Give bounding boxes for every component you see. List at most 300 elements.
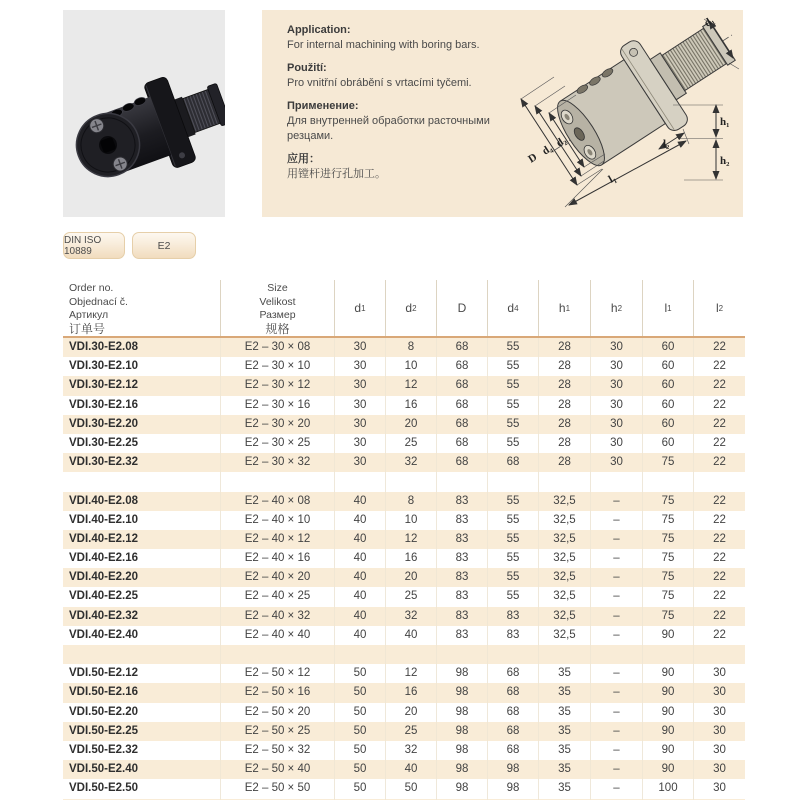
size-cell: E2 – 50 × 25 <box>220 722 334 741</box>
value-cell: 22 <box>693 607 745 626</box>
spacer-cell <box>590 645 642 664</box>
application-section-en <box>287 23 537 53</box>
order-no-cell: VDI.30-E2.25 <box>69 436 139 449</box>
value-cell: 60 <box>642 415 693 434</box>
size-cell: E2 – 40 × 08 <box>220 492 334 511</box>
spacer-cell <box>642 472 693 491</box>
value-cell: 68 <box>487 453 538 472</box>
value-cell: 40 <box>334 626 385 645</box>
value-cell: 22 <box>693 492 745 511</box>
order-no-cell: VDI.30-E2.12 <box>69 379 139 392</box>
value-cell: 22 <box>693 357 745 376</box>
value-cell: 90 <box>642 741 693 760</box>
size-cell: E2 – 40 × 32 <box>220 607 334 626</box>
value-cell: 30 <box>693 760 745 779</box>
value-cell: 25 <box>385 587 436 606</box>
value-cell: 10 <box>385 357 436 376</box>
value-cell: 50 <box>385 779 436 798</box>
value-cell: 40 <box>334 511 385 530</box>
application-text <box>287 23 540 190</box>
value-cell: 35 <box>538 722 590 741</box>
value-cell: 22 <box>693 338 745 357</box>
order-no-cell: VDI.40-E2.12 <box>69 532 139 545</box>
value-cell: 32,5 <box>538 626 590 645</box>
table-row <box>63 357 745 376</box>
value-cell: 22 <box>693 530 745 549</box>
table-row <box>63 607 745 626</box>
value-cell: 83 <box>487 607 538 626</box>
value-cell: 68 <box>487 683 538 702</box>
value-cell: 12 <box>385 664 436 683</box>
value-cell: 32,5 <box>538 607 590 626</box>
size-cell: E2 – 40 × 10 <box>220 511 334 530</box>
value-cell: 25 <box>385 434 436 453</box>
section-label: Použití: <box>287 62 327 74</box>
value-cell: 22 <box>693 376 745 395</box>
value-cell: 60 <box>642 357 693 376</box>
technical-drawing <box>511 13 741 213</box>
size-cell: E2 – 40 × 12 <box>220 530 334 549</box>
value-cell: 30 <box>590 434 642 453</box>
spacer-cell <box>693 645 745 664</box>
value-cell: 98 <box>436 703 487 722</box>
section-label: Application: <box>287 24 351 36</box>
value-cell: 60 <box>642 376 693 395</box>
size-cell: E2 – 30 × 25 <box>220 434 334 453</box>
col-header-D: D <box>436 280 487 336</box>
col-header-h2: h 2 <box>590 280 642 336</box>
value-cell: 20 <box>385 703 436 722</box>
value-cell: – <box>590 779 642 798</box>
table-row <box>63 664 745 683</box>
value-cell: – <box>590 760 642 779</box>
catalog-table <box>63 280 745 800</box>
dim-label-l1: l₁ <box>606 172 619 186</box>
table-body <box>63 338 745 800</box>
value-cell: 30 <box>693 741 745 760</box>
value-cell: 30 <box>334 453 385 472</box>
value-cell: 98 <box>436 779 487 798</box>
table-row <box>63 511 745 530</box>
value-cell: – <box>590 722 642 741</box>
value-cell: 40 <box>385 760 436 779</box>
value-cell: 83 <box>436 626 487 645</box>
value-cell: 22 <box>693 453 745 472</box>
col-header-h1: h 1 <box>538 280 590 336</box>
value-cell: 22 <box>693 415 745 434</box>
value-cell: 75 <box>642 492 693 511</box>
value-cell: 16 <box>385 683 436 702</box>
spacer-cell <box>63 645 220 664</box>
value-cell: 30 <box>693 664 745 683</box>
value-cell: 55 <box>487 492 538 511</box>
value-cell: 30 <box>334 376 385 395</box>
value-cell: 75 <box>642 511 693 530</box>
value-cell: 28 <box>538 376 590 395</box>
value-cell: 75 <box>642 607 693 626</box>
size-cell: E2 – 30 × 08 <box>220 338 334 357</box>
table-row <box>63 779 745 798</box>
value-cell: 68 <box>436 434 487 453</box>
value-cell: 90 <box>642 703 693 722</box>
value-cell: – <box>590 549 642 568</box>
table-row <box>63 568 745 587</box>
order-no-cell: VDI.40-E2.32 <box>69 609 139 622</box>
application-section-ru <box>287 99 537 144</box>
table-row <box>63 338 745 357</box>
table-row <box>63 453 745 472</box>
value-cell: 90 <box>642 760 693 779</box>
table-row <box>63 376 745 395</box>
spacer-cell <box>487 645 538 664</box>
section-text: 用镗杆进行孔加工。 <box>287 168 386 180</box>
size-cell: E2 – 40 × 16 <box>220 549 334 568</box>
order-no-cell: VDI.30-E2.10 <box>69 360 139 373</box>
value-cell: 75 <box>642 549 693 568</box>
value-cell: 68 <box>436 415 487 434</box>
value-cell: 32,5 <box>538 568 590 587</box>
value-cell: – <box>590 626 642 645</box>
table-row <box>63 741 745 760</box>
value-cell: 32,5 <box>538 511 590 530</box>
order-no-cell: VDI.40-E2.16 <box>69 552 139 565</box>
value-cell: 50 <box>334 683 385 702</box>
value-cell: 55 <box>487 549 538 568</box>
section-text: Pro vnitřní obrábění s vrtacími tyčemi. <box>287 77 472 89</box>
value-cell: 60 <box>642 338 693 357</box>
size-cell: E2 – 50 × 32 <box>220 741 334 760</box>
value-cell: – <box>590 683 642 702</box>
spacer-cell <box>642 645 693 664</box>
size-cell: E2 – 30 × 10 <box>220 357 334 376</box>
size-cell: E2 – 40 × 25 <box>220 587 334 606</box>
order-no-cell: VDI.40-E2.10 <box>69 513 139 526</box>
info-panel <box>262 10 743 217</box>
value-cell: 30 <box>334 338 385 357</box>
dim-label-d2: d₂ <box>554 134 569 150</box>
value-cell: 98 <box>436 683 487 702</box>
value-cell: 55 <box>487 396 538 415</box>
order-no-cell: VDI.30-E2.16 <box>69 398 139 411</box>
value-cell: 40 <box>334 568 385 587</box>
value-cell: 68 <box>436 396 487 415</box>
value-cell: 28 <box>538 434 590 453</box>
value-cell: 32 <box>385 453 436 472</box>
size-cell: E2 – 30 × 12 <box>220 376 334 395</box>
value-cell: 55 <box>487 530 538 549</box>
value-cell: 55 <box>487 376 538 395</box>
value-cell: 55 <box>487 511 538 530</box>
value-cell: 32 <box>385 741 436 760</box>
order-no-cell: VDI.40-E2.40 <box>69 628 139 641</box>
value-cell: 12 <box>385 530 436 549</box>
table-row <box>63 549 745 568</box>
value-cell: 22 <box>693 587 745 606</box>
value-cell: 30 <box>334 396 385 415</box>
value-cell: 55 <box>487 434 538 453</box>
table-row <box>63 396 745 415</box>
value-cell: 32,5 <box>538 492 590 511</box>
value-cell: – <box>590 703 642 722</box>
value-cell: 40 <box>334 607 385 626</box>
order-no-cell: VDI.50-E2.25 <box>69 724 139 737</box>
order-no-cell: VDI.50-E2.16 <box>69 686 139 699</box>
value-cell: 100 <box>642 779 693 798</box>
tab-din-iso-10889[interactable]: DIN ISO 10889 <box>63 232 125 259</box>
size-cell: E2 – 40 × 40 <box>220 626 334 645</box>
order-no-cell: VDI.40-E2.08 <box>69 494 139 507</box>
order-no-cell: VDI.50-E2.20 <box>69 705 139 718</box>
value-cell: 28 <box>538 357 590 376</box>
col-header-l2: l 2 <box>693 280 745 336</box>
table-header <box>63 280 745 338</box>
value-cell: 8 <box>385 338 436 357</box>
value-cell: 35 <box>538 703 590 722</box>
value-cell: 30 <box>590 338 642 357</box>
spacer-cell <box>693 472 745 491</box>
dim-label-d1: d₁ <box>702 14 717 30</box>
spacer-cell <box>436 645 487 664</box>
value-cell: – <box>590 530 642 549</box>
size-cell: E2 – 50 × 40 <box>220 760 334 779</box>
value-cell: 22 <box>693 434 745 453</box>
table-row <box>63 434 745 453</box>
value-cell: 83 <box>436 530 487 549</box>
spacer-cell <box>436 472 487 491</box>
value-cell: 30 <box>590 396 642 415</box>
spacer-cell <box>538 472 590 491</box>
value-cell: 55 <box>487 357 538 376</box>
value-cell: 50 <box>334 760 385 779</box>
value-cell: – <box>590 511 642 530</box>
spacer-cell <box>385 472 436 491</box>
value-cell: 32,5 <box>538 587 590 606</box>
table-row <box>63 415 745 434</box>
section-text: For internal machining with boring bars. <box>287 39 480 51</box>
table-row <box>63 683 745 702</box>
size-cell: E2 – 40 × 20 <box>220 568 334 587</box>
value-cell: 32 <box>385 607 436 626</box>
value-cell: 50 <box>334 741 385 760</box>
value-cell: 22 <box>693 396 745 415</box>
value-cell: 98 <box>436 722 487 741</box>
dim-label-l2: l₂ <box>663 138 670 150</box>
value-cell: 30 <box>693 683 745 702</box>
value-cell: 83 <box>487 626 538 645</box>
value-cell: 28 <box>538 338 590 357</box>
table-row <box>63 492 745 511</box>
value-cell: 30 <box>590 415 642 434</box>
value-cell: 30 <box>334 357 385 376</box>
value-cell: 83 <box>436 549 487 568</box>
dim-label-h2: h₂ <box>720 155 730 167</box>
value-cell: – <box>590 568 642 587</box>
col-header-l1: l 1 <box>642 280 693 336</box>
value-cell: 40 <box>334 530 385 549</box>
value-cell: 50 <box>334 779 385 798</box>
value-cell: 90 <box>642 722 693 741</box>
value-cell: 60 <box>642 396 693 415</box>
value-cell: 55 <box>487 415 538 434</box>
value-cell: 68 <box>436 338 487 357</box>
value-cell: 28 <box>538 415 590 434</box>
value-cell: 50 <box>334 722 385 741</box>
application-section-zh <box>287 151 540 182</box>
col-header-d4: d 4 <box>487 280 538 336</box>
size-cell: E2 – 30 × 16 <box>220 396 334 415</box>
value-cell: – <box>590 664 642 683</box>
value-cell: 30 <box>693 722 745 741</box>
order-no-cell: VDI.40-E2.20 <box>69 571 139 584</box>
col-header-d2: d 2 <box>385 280 436 336</box>
value-cell: 98 <box>436 741 487 760</box>
value-cell: 75 <box>642 530 693 549</box>
order-no-cell: VDI.30-E2.32 <box>69 456 139 469</box>
value-cell: 35 <box>538 664 590 683</box>
value-cell: 30 <box>334 415 385 434</box>
size-cell: E2 – 50 × 50 <box>220 779 334 798</box>
col-header-order-no: Order no. Objednací č. Артикул 订单号 <box>69 282 128 336</box>
value-cell: 30 <box>590 376 642 395</box>
value-cell: 90 <box>642 683 693 702</box>
value-cell: 35 <box>538 779 590 798</box>
value-cell: 50 <box>334 703 385 722</box>
value-cell: 75 <box>642 568 693 587</box>
size-cell: E2 – 50 × 12 <box>220 664 334 683</box>
size-cell: E2 – 30 × 20 <box>220 415 334 434</box>
table-row <box>63 530 745 549</box>
value-cell: 55 <box>487 568 538 587</box>
value-cell: 60 <box>642 434 693 453</box>
value-cell: 22 <box>693 568 745 587</box>
value-cell: 83 <box>436 587 487 606</box>
dim-label-D: D <box>526 151 540 166</box>
value-cell: 40 <box>334 492 385 511</box>
value-cell: 68 <box>436 453 487 472</box>
value-cell: 55 <box>487 338 538 357</box>
value-cell: 35 <box>538 741 590 760</box>
table-row <box>63 722 745 741</box>
spacer-cell <box>63 472 220 491</box>
value-cell: – <box>590 587 642 606</box>
order-no-cell: VDI.50-E2.12 <box>69 667 139 680</box>
standard-tabs <box>63 232 203 259</box>
size-cell: E2 – 50 × 16 <box>220 683 334 702</box>
spacer-cell <box>334 472 385 491</box>
value-cell: 83 <box>436 607 487 626</box>
value-cell: 32,5 <box>538 549 590 568</box>
value-cell: 30 <box>590 357 642 376</box>
value-cell: 75 <box>642 453 693 472</box>
application-section-cs <box>287 61 537 91</box>
col-header-d1: d 1 <box>334 280 385 336</box>
value-cell: 90 <box>642 664 693 683</box>
value-cell: 30 <box>693 779 745 798</box>
spacer-row <box>63 645 745 664</box>
value-cell: 68 <box>436 376 487 395</box>
table-row <box>63 760 745 779</box>
value-cell: 30 <box>693 703 745 722</box>
order-no-cell: VDI.30-E2.20 <box>69 417 139 430</box>
order-no-cell: VDI.50-E2.32 <box>69 743 139 756</box>
value-cell: 35 <box>538 760 590 779</box>
value-cell: 20 <box>385 568 436 587</box>
section-label: Применение: <box>287 100 359 112</box>
value-cell: 68 <box>436 357 487 376</box>
value-cell: 12 <box>385 376 436 395</box>
value-cell: 83 <box>436 492 487 511</box>
size-cell: E2 – 50 × 20 <box>220 703 334 722</box>
spacer-cell <box>220 472 334 491</box>
value-cell: 40 <box>334 549 385 568</box>
value-cell: 98 <box>436 664 487 683</box>
table-row <box>63 703 745 722</box>
value-cell: 90 <box>642 626 693 645</box>
value-cell: 22 <box>693 626 745 645</box>
size-cell: E2 – 30 × 32 <box>220 453 334 472</box>
value-cell: 20 <box>385 415 436 434</box>
value-cell: 98 <box>487 779 538 798</box>
table-row <box>63 626 745 645</box>
value-cell: 50 <box>334 664 385 683</box>
value-cell: 40 <box>385 626 436 645</box>
value-cell: 16 <box>385 396 436 415</box>
section-label: 应用： <box>287 153 320 165</box>
value-cell: 98 <box>436 760 487 779</box>
value-cell: 68 <box>487 664 538 683</box>
value-cell: 32,5 <box>538 530 590 549</box>
value-cell: 83 <box>436 568 487 587</box>
value-cell: 28 <box>538 453 590 472</box>
spacer-row <box>63 472 745 491</box>
value-cell: 8 <box>385 492 436 511</box>
value-cell: 22 <box>693 511 745 530</box>
value-cell: 98 <box>487 760 538 779</box>
value-cell: 16 <box>385 549 436 568</box>
value-cell: 28 <box>538 396 590 415</box>
value-cell: 68 <box>487 741 538 760</box>
spacer-cell <box>487 472 538 491</box>
value-cell: 83 <box>436 511 487 530</box>
table-row <box>63 587 745 606</box>
value-cell: 35 <box>538 683 590 702</box>
order-no-cell: VDI.40-E2.25 <box>69 590 139 603</box>
value-cell: 25 <box>385 722 436 741</box>
dim-label-d4: d₄ <box>540 142 555 158</box>
value-cell: 55 <box>487 587 538 606</box>
order-no-cell: VDI.50-E2.40 <box>69 763 139 776</box>
value-cell: 30 <box>590 453 642 472</box>
order-no-cell: VDI.30-E2.08 <box>69 341 139 353</box>
spacer-cell <box>385 645 436 664</box>
section-text: Для внутренней обработки расточными резцами. <box>287 115 490 142</box>
tab-e2[interactable]: E2 <box>132 232 196 259</box>
value-cell: 68 <box>487 722 538 741</box>
value-cell: 22 <box>693 549 745 568</box>
value-cell: 68 <box>487 703 538 722</box>
spacer-cell <box>334 645 385 664</box>
value-cell: – <box>590 741 642 760</box>
dim-label-h1: h₁ <box>720 116 730 128</box>
spacer-cell <box>220 645 334 664</box>
value-cell: – <box>590 492 642 511</box>
value-cell: 10 <box>385 511 436 530</box>
product-photo <box>63 10 225 217</box>
spacer-cell <box>590 472 642 491</box>
value-cell: – <box>590 607 642 626</box>
col-header-size: Size Velikost Размер 规格 <box>220 280 334 336</box>
spacer-cell <box>538 645 590 664</box>
